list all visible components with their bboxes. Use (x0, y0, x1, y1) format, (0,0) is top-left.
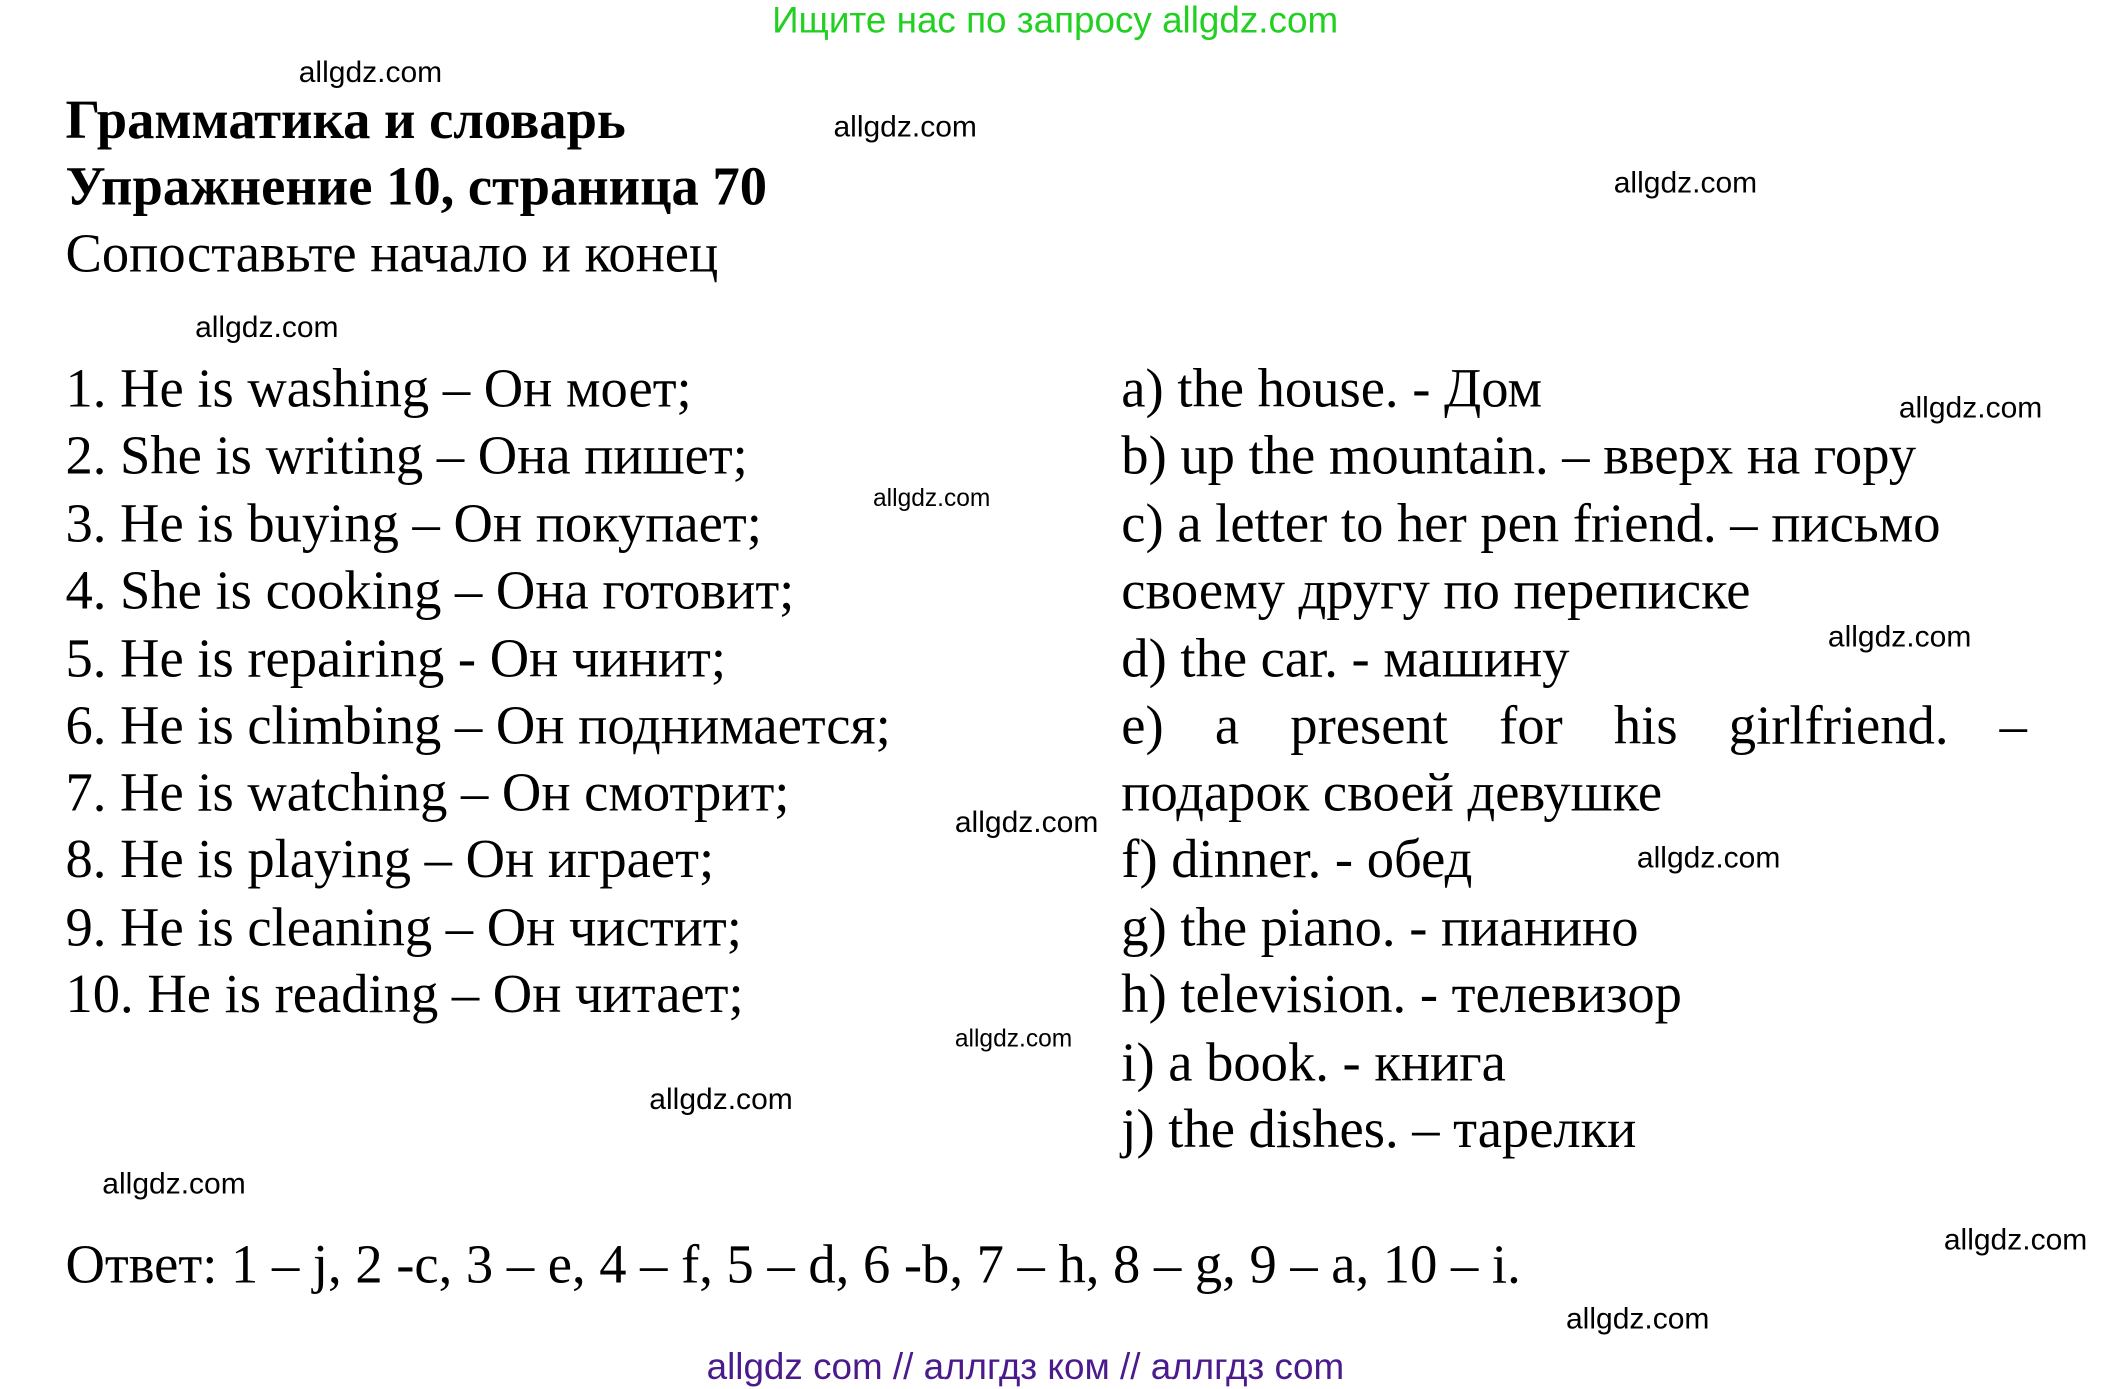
left-item: 1. He is washing – Он моет; (65, 357, 692, 419)
left-item: 2. She is writing – Она пишет; (65, 424, 748, 486)
watermark: allgdz.com (298, 54, 443, 89)
watermark: allgdz.com (873, 484, 991, 512)
section-title: Грамматика и словарь (65, 88, 626, 151)
watermark: allgdz.com (1827, 619, 1972, 654)
word: e) (1121, 694, 1164, 756)
watermark: allgdz.com (102, 1166, 246, 1201)
word: – (1999, 694, 2027, 756)
right-item-h: h) television. - телевизор (1121, 963, 1682, 1025)
word: girlfriend. (1728, 694, 1949, 756)
watermark: allgdz.com (1565, 1301, 1710, 1336)
right-item-a: a) the house. - Дом (1121, 357, 1543, 419)
word: for (1499, 694, 1563, 756)
watermark: allgdz.com (954, 1024, 1073, 1052)
top-banner: Ищите нас по запросу allgdz.com (772, 0, 1339, 41)
right-item-e (1121, 694, 2027, 756)
right-item-i: i) a book. - книга (1121, 1031, 1506, 1093)
left-item: 8. He is playing – Он играет; (65, 828, 715, 890)
right-item-d: d) the car. - машину (1121, 627, 1570, 689)
watermark: allgdz.com (833, 109, 977, 144)
right-item-f: f) dinner. - обед (1121, 828, 1473, 890)
answer: Ответ: 1 – j, 2 -c, 3 – e, 4 – f, 5 – d, 6 -b, 7 – h, 8 – g, 9 – a, 10 – i. (65, 1233, 1521, 1295)
right-item-j: j) the dishes. – тарелки (1121, 1098, 1637, 1160)
right-item-g: g) the piano. - пианино (1121, 896, 1639, 958)
left-item: 5. He is repairing - Он чинит; (65, 627, 727, 689)
watermark: allgdz.com (195, 309, 339, 344)
watermark: allgdz.com (1898, 390, 2043, 425)
left-item: 9. He is cleaning – Он чистит; (65, 896, 742, 958)
word: present (1290, 694, 1448, 756)
left-item: 10. He is reading – Он читает; (65, 963, 744, 1025)
bottom-banner: allgdz com // аллгдз ком // аллгдз com (706, 1346, 1345, 1388)
right-item-b: b) up the mountain. – вверх на гору (1121, 424, 1917, 486)
watermark: allgdz.com (1943, 1222, 2088, 1257)
word: his (1613, 694, 1678, 756)
watermark: allgdz.com (1613, 165, 1758, 200)
right-item-c: c) a letter to her pen friend. – письмо (1121, 492, 1941, 554)
left-item: 3. He is buying – Он покупает; (65, 492, 762, 554)
watermark: allgdz.com (1636, 840, 1781, 875)
word: a (1214, 694, 1240, 756)
left-item: 7. He is watching – Он смотрит; (65, 761, 790, 823)
watermark: allgdz.com (649, 1081, 793, 1116)
left-item: 6. He is climbing – Он поднимается; (65, 694, 891, 756)
right-item-c-continued: своему другу по переписке (1121, 559, 1751, 621)
instruction: Сопоставьте начало и конец (65, 222, 719, 284)
exercise-title: Упражнение 10, страница 70 (65, 155, 768, 217)
watermark: allgdz.com (954, 804, 1099, 839)
left-item: 4. She is cooking – Она готовит; (65, 559, 795, 621)
right-item-e-continued: подарок своей девушке (1121, 761, 1663, 823)
